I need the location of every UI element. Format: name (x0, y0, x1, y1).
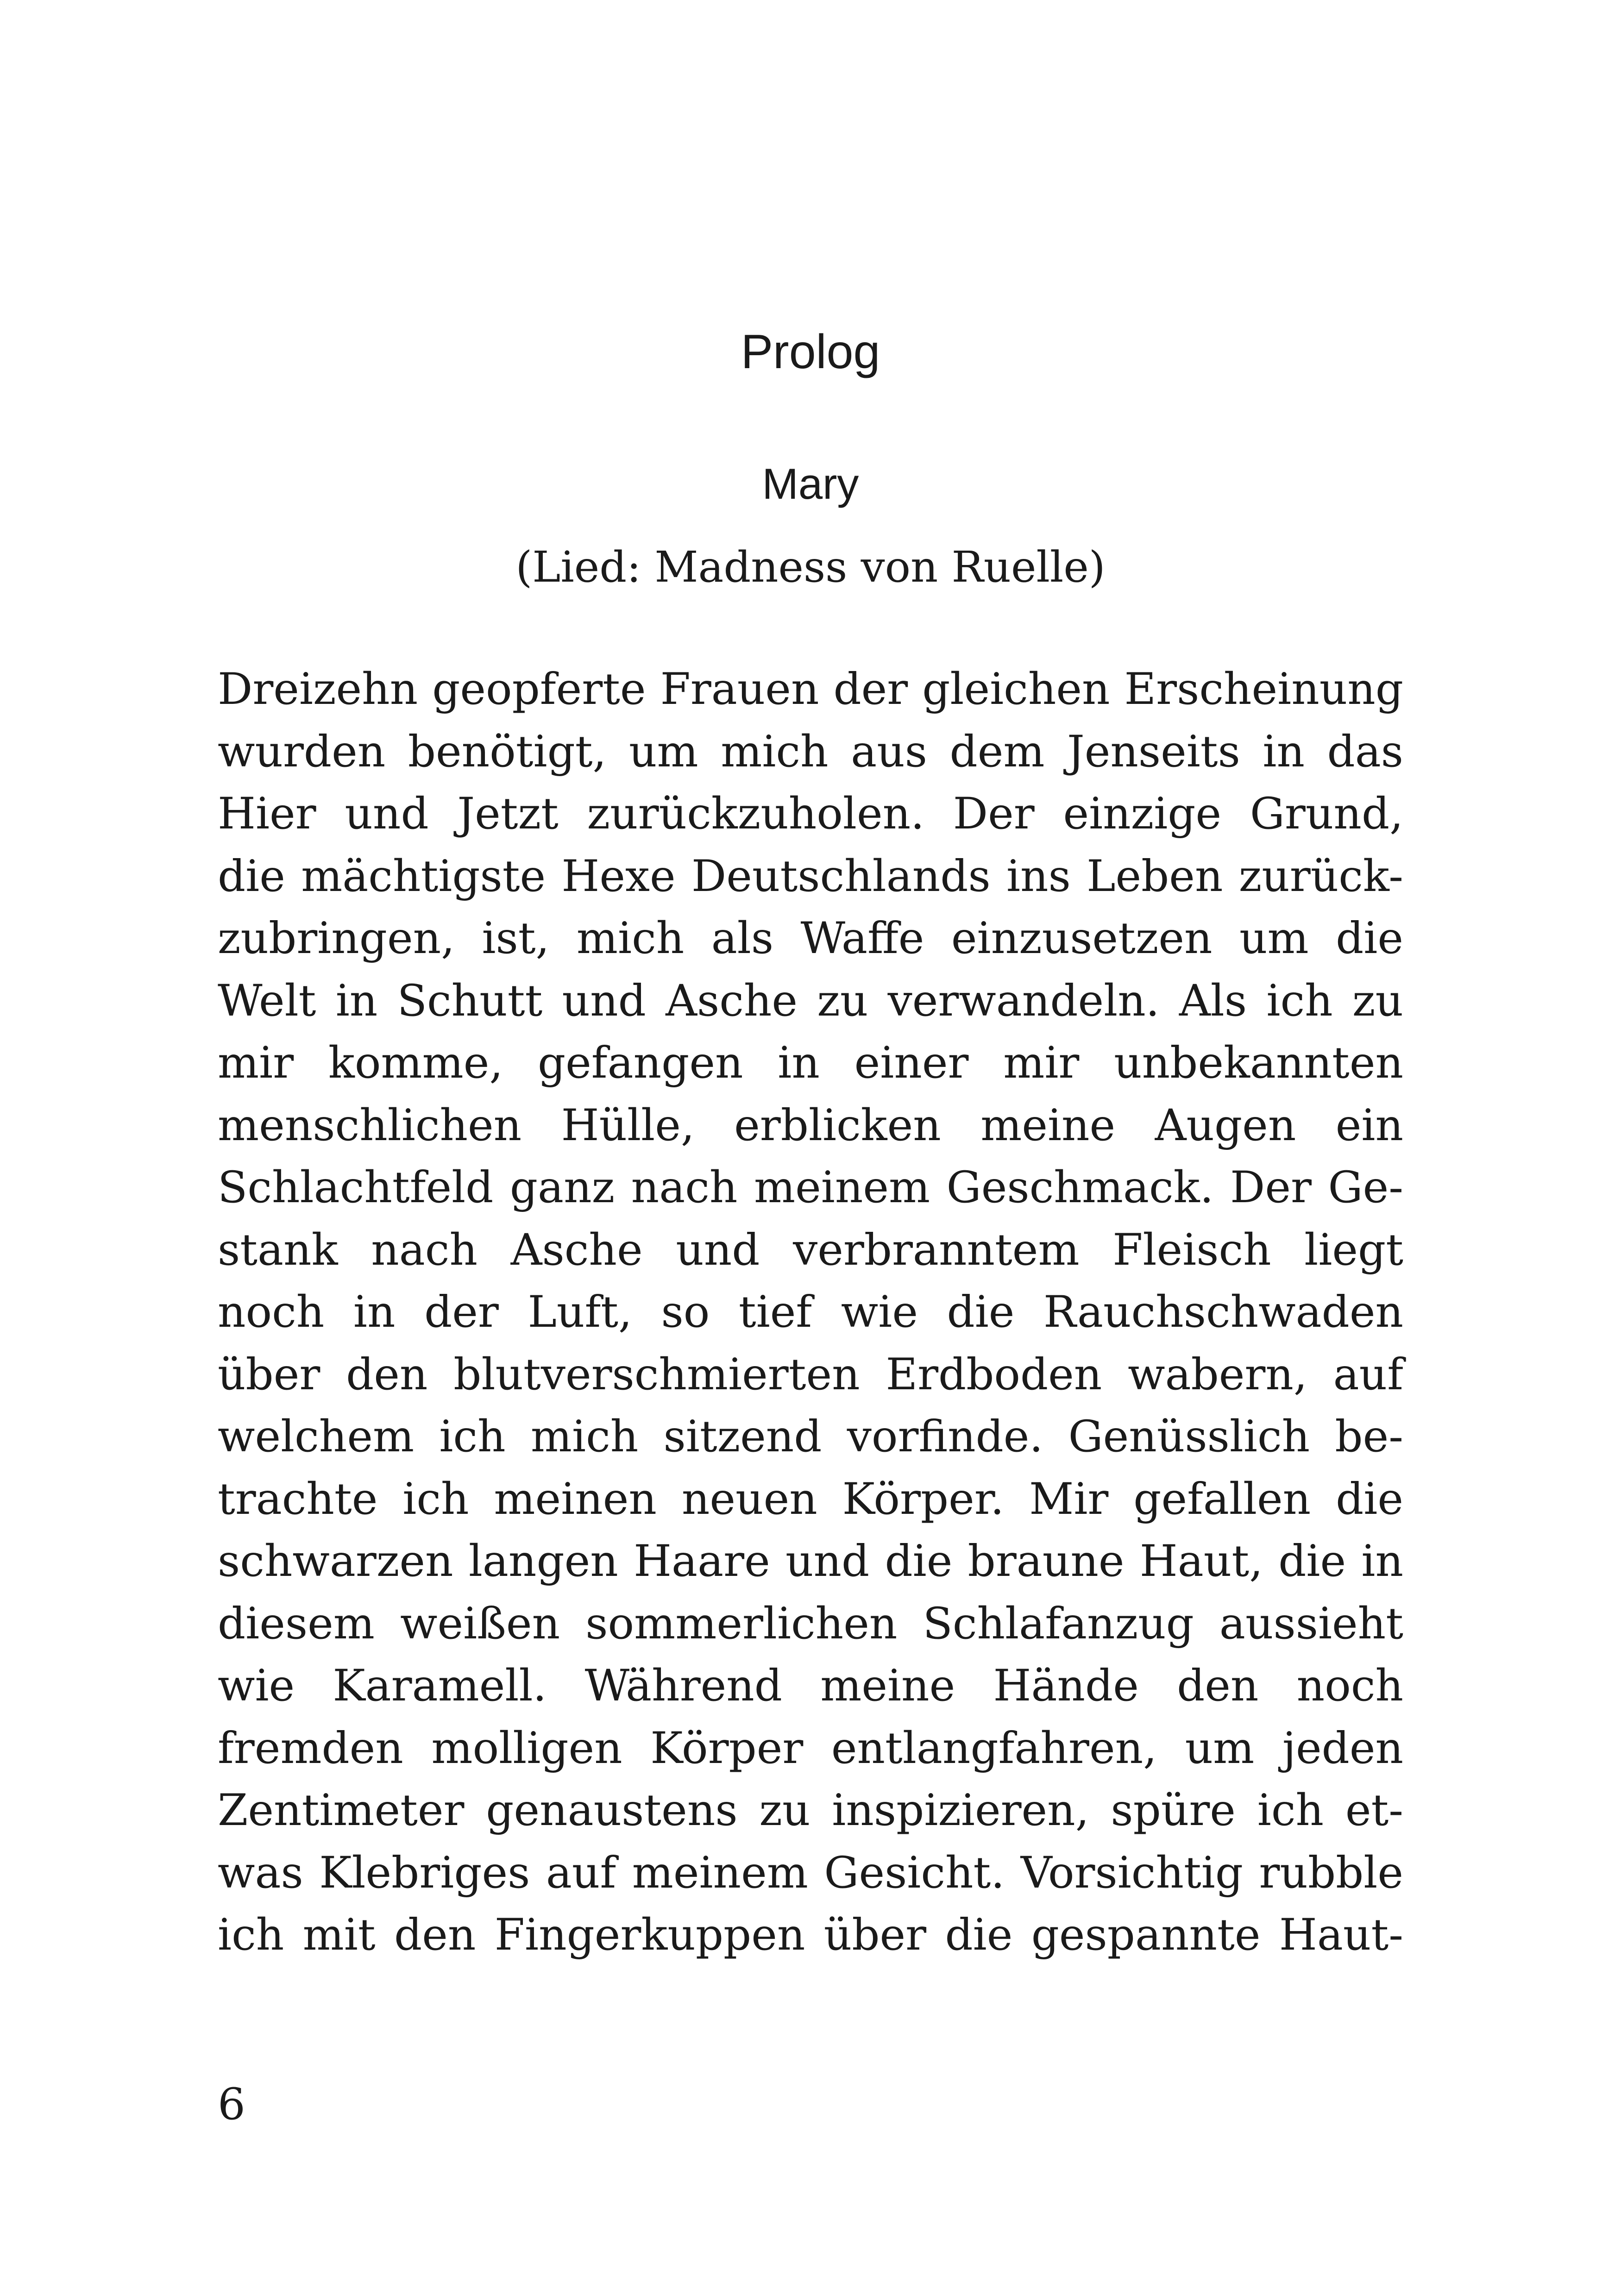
text-line: trachte ich meinen neuen Körper. Mir gefallen die (218, 1474, 1403, 1524)
text-line: Schlachtfeld ganz nach meinem Geschmack. Der Ge- (218, 1162, 1403, 1213)
text-line: mir komme, gefangen in einer mir unbekannten (218, 1038, 1403, 1088)
body-paragraph (218, 659, 1403, 1967)
text-line: über den blutverschmierten Erdboden wabern, auf (218, 1349, 1403, 1400)
text-line: stank nach Asche und verbranntem Fleisch liegt (218, 1224, 1403, 1275)
text-line: wie Karamell. Während meine Hände den noch (218, 1661, 1403, 1711)
chapter-subtitle: Mary (762, 459, 859, 508)
text-line: diesem weißen sommerlichen Schlafanzug aussieht (218, 1598, 1403, 1649)
text-line: die mächtigste Hexe Deutschlands ins Leben zurück- (218, 851, 1403, 902)
text-line: Zentimeter genaustens zu inspizieren, spüre ich et- (218, 1785, 1403, 1836)
text-line: Hier und Jetzt zurückzuholen. Der einzige Grund, (218, 789, 1403, 839)
text-line: zubringen, ist, mich als Waffe einzusetzen um die (218, 913, 1403, 964)
text-line: was Klebriges auf meinem Gesicht. Vorsichtig rubble (218, 1847, 1403, 1898)
text-line: welchem ich mich sitzend vorfinde. Genüsslich be- (218, 1411, 1403, 1462)
song-reference: (Lied: Madness von Ruelle) (515, 542, 1106, 592)
text-line: noch in der Luft, so tief wie die Rauchschwaden (218, 1287, 1403, 1337)
text-line: schwarzen langen Haare und die braune Haut, die in (218, 1536, 1403, 1587)
text-line: Dreizehn geopferte Frauen der gleichen Erscheinung (218, 664, 1403, 715)
text-line: menschlichen Hülle, erblicken meine Augen ein (218, 1100, 1403, 1151)
page-number: 6 (218, 2079, 245, 2130)
text-line: Welt in Schutt und Asche zu verwandeln. Als ich zu (218, 975, 1403, 1026)
text-line: ich mit den Fingerkuppen über die gespannte Haut- (218, 1910, 1403, 1960)
text-line: fremden molligen Körper entlangfahren, um jeden (218, 1723, 1403, 1774)
chapter-title: Prolog (741, 325, 880, 379)
text-line: wurden benötigt, um mich aus dem Jenseits in das (218, 726, 1403, 777)
